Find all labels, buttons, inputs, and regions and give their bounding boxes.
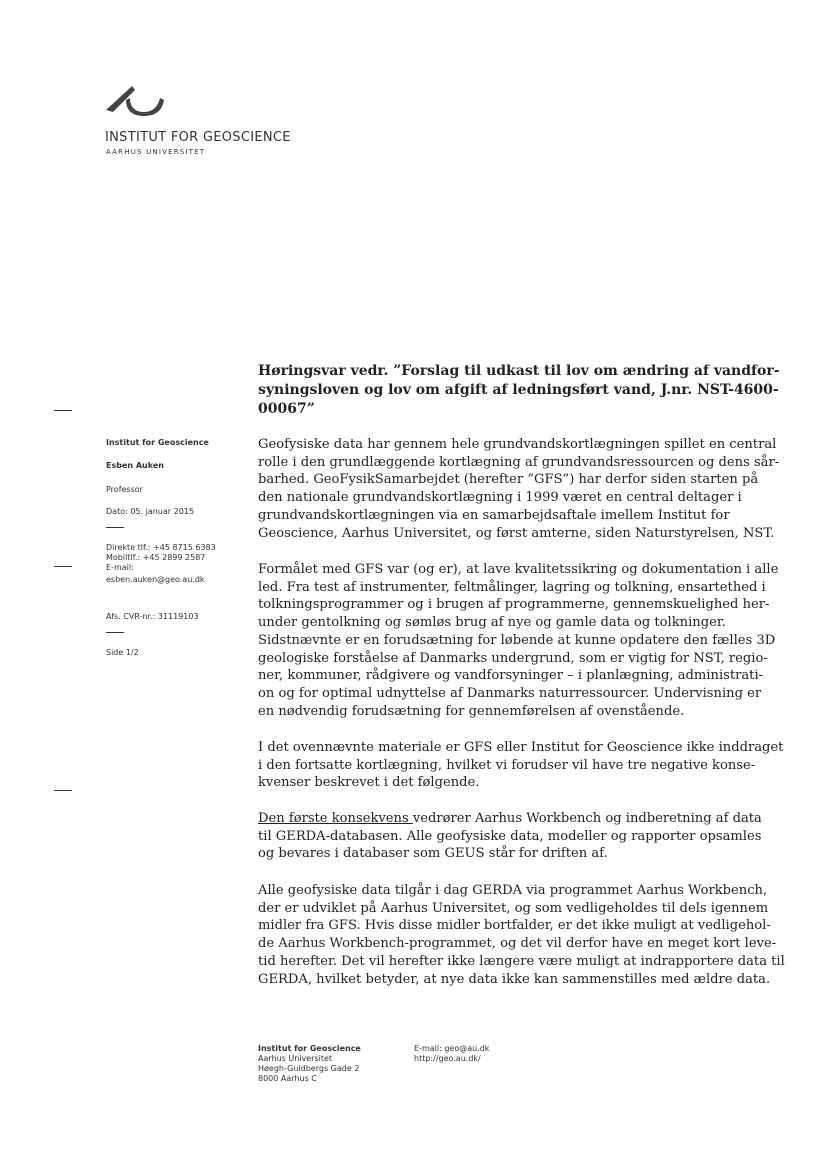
text-line: de Aarhus Workbench-programmet, og det vil derfor have en meget kort leve- xyxy=(258,936,777,952)
sidebar-page-number: Side 1/2 xyxy=(106,648,139,657)
text-line: ner, kommuner, rådgivere og vandforsyninger – i planlægning, administrati- xyxy=(258,668,764,684)
paragraph-4 xyxy=(258,810,762,863)
footer-web[interactable]: http://geo.au.dk/ xyxy=(414,1054,481,1063)
sidebar-title: Professor xyxy=(106,485,143,494)
footer-city: 8000 Aarhus C xyxy=(258,1074,317,1083)
text-line: barhed. GeoFysikSamarbejdet (herefter ”GFS”) har derfor siden starten på xyxy=(258,472,759,488)
text-line: Alle geofysiske data tilgår i dag GERDA via programmet Aarhus Workbench, xyxy=(258,883,768,898)
paragraph-1 xyxy=(258,436,780,542)
text-line: led. Fra test af instrumenter, feltmålinger, lagring og tolkning, ensartethed i xyxy=(258,579,766,595)
sidebar-separator xyxy=(106,632,124,633)
text-line: Geoscience, Aarhus Universitet, og først amterne, siden Naturstyrelsen, NST. xyxy=(258,525,775,541)
sidebar-email-label: E-mail: xyxy=(106,563,134,572)
text-line: Sidstnævnte er en forudsætning for løbende at kunne opdatere den fælles 3D xyxy=(258,632,776,648)
paragraph-2 xyxy=(258,561,779,720)
text-line: tid herefter. Det vil herefter ikke længere være muligt at indrapportere data til xyxy=(258,953,785,969)
text-line: grundvandskortlægningen via en samarbejdsaftale imellem Institut for xyxy=(258,507,730,523)
sidebar-phone-mobile: Mobiltlf.: +45 2899 2587 xyxy=(106,553,206,562)
sidebar-email[interactable]: esben.auken@geo.au.dk xyxy=(106,575,205,584)
text-line: Formålet med GFS var (og er), at lave kvalitetssikring og dokumentation i alle xyxy=(258,562,779,577)
footer-contact xyxy=(414,1044,489,1064)
text-line: der er udviklet på Aarhus Universitet, og som vedligeholdes til dels igennem xyxy=(258,900,769,916)
paragraph-5 xyxy=(258,882,785,988)
margin-mark xyxy=(54,410,72,411)
footer-address xyxy=(258,1044,361,1084)
sidebar-cvr: Afs. CVR-nr.: 31119103 xyxy=(106,612,199,621)
sidebar-phone-direct: Direkte tlf.: +45 8715 6383 xyxy=(106,543,216,552)
subject-line: syningsloven og lov om afgift af ledningsført vand, J.nr. NST-4600- xyxy=(258,382,779,398)
text-line: en nødvendig forudsætning for gennemførelsen af ovenstående. xyxy=(258,703,685,719)
subject-line: Høringsvar vedr. ”Forslag til udkast til lov om ændring af vandfor- xyxy=(258,363,780,379)
margin-mark xyxy=(54,790,72,791)
paragraph-3 xyxy=(258,739,784,792)
text-line: tolkningsprogrammer og i brugen af programmerne, gennemskuelighed her- xyxy=(258,597,770,613)
margin-mark xyxy=(54,566,72,567)
text-line: geologiske forståelse af Danmarks undergrund, som er vigtig for NST, regio- xyxy=(258,650,768,666)
underlined-phrase: Den første konsekvens xyxy=(258,811,413,826)
text-line: I det ovennævnte materiale er GFS eller Institut for Geoscience ikke inddraget xyxy=(258,740,784,755)
footer-institute: Institut for Geoscience xyxy=(258,1044,361,1053)
text-fragment: vedrører Aarhus Workbench og indberetning af data xyxy=(412,811,762,826)
text-line: on og for optimal udnyttelse af Danmarks naturressourcer. Undervisning er xyxy=(258,685,762,701)
text-line: midler fra GFS. Hvis disse midler bortfalder, er det ikke muligt at vedligehol- xyxy=(258,918,771,934)
footer-university: Aarhus Universitet xyxy=(258,1054,333,1063)
footer-street: Høegh-Guldbergs Gade 2 xyxy=(258,1064,360,1073)
text-line: til GERDA-databasen. Alle geofysiske data, modeller og rapporter opsamles xyxy=(258,828,762,844)
institute-name: INSTITUT FOR GEOSCIENCE xyxy=(105,130,291,145)
subject-heading xyxy=(258,362,780,419)
text-line: GERDA, hvilket betyder, at nye data ikke kan sammenstilles med ældre data. xyxy=(258,971,771,987)
sidebar-institute: Institut for Geoscience xyxy=(106,438,209,447)
aarhus-university-logo xyxy=(104,82,168,116)
text-line: og bevares i databaser som GEUS står for driften af. xyxy=(258,846,608,862)
subject-line: 00067” xyxy=(258,401,315,417)
text-line: den nationale grundvandskortlægning i 1999 været en central deltager i xyxy=(258,490,742,506)
text-line: kvenser beskrevet i det følgende. xyxy=(258,775,480,791)
university-name: AARHUS UNIVERSITET xyxy=(106,148,206,156)
text-line: i den fortsatte kortlægning, hvilket vi forudser vil have tre negative konse- xyxy=(258,757,756,773)
sidebar-date: Dato: 05. januar 2015 xyxy=(106,507,194,516)
footer-email[interactable]: E-mail: geo@au.dk xyxy=(414,1044,490,1053)
text-line: Geofysiske data har gennem hele grundvandskortlægningen spillet en central xyxy=(258,437,777,452)
text-line: under gentolkning og sømløs brug af nye og gamle data og tolkninger. xyxy=(258,615,726,631)
sidebar-author: Esben Auken xyxy=(106,461,164,470)
text-line xyxy=(258,810,762,828)
text-line: rolle i den grundlæggende kortlægning af grundvandsressourcen og dens sår- xyxy=(258,454,780,470)
sidebar-separator xyxy=(106,527,124,528)
